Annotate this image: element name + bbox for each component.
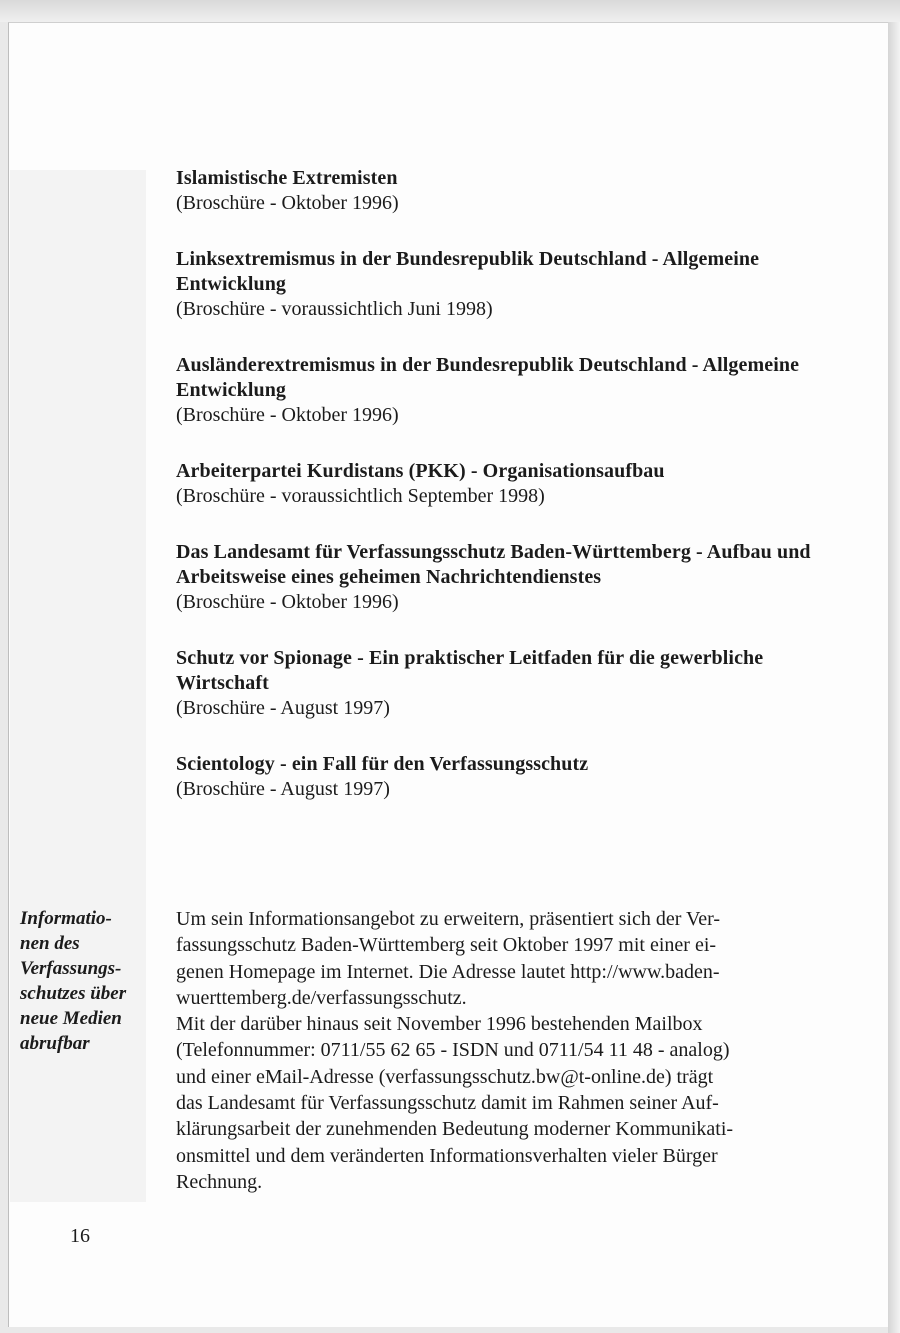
body-line: klärungsarbeit der zunehmenden Bedeutung moderner Kommunikati- [176, 1118, 734, 1141]
margin-heading-line: Verfassungs- [20, 958, 122, 979]
body-line: wuerttemberg.de/verfassungsschutz. [176, 986, 467, 1009]
body-line: und einer eMail-Adresse (verfassungsschutz.bw@t-online.de) trägt [176, 1065, 714, 1088]
publication-details: (Broschüre - Oktober 1996) [176, 404, 399, 426]
margin-heading-line: nen des [20, 933, 80, 954]
publication-list [176, 166, 836, 833]
publication-title: Ausländerextremismus in der Bundesrepublik Deutschland - Allgemeine Entwicklung [176, 354, 800, 401]
body-line: Rechnung. [176, 1170, 263, 1193]
publication-title: Schutz vor Spionage - Ein praktischer Leitfaden für die gewerbliche Wirtschaft [176, 647, 764, 694]
publication-title: Islamistische Extremisten [176, 167, 398, 189]
scan-top-edge [0, 0, 900, 22]
body-line: (Telefonnummer: 0711/55 62 65 - ISDN und 0711/54 11 48 - analog) [176, 1039, 730, 1062]
body-line: fassungsschutz Baden-Württemberg seit Oktober 1997 mit einer ei- [176, 934, 717, 957]
publication-title: Linksextremismus in der Bundesrepublik Deutschland - Allgemeine Entwicklung [176, 248, 760, 295]
publication-details: (Broschüre - voraussichtlich September 1998) [176, 485, 545, 507]
scan-right-edge [888, 22, 900, 1333]
body-line: onsmittel und dem veränderten Informationsverhalten vieler Bürger [176, 1144, 718, 1167]
body-line: das Landesamt für Verfassungsschutz damit im Rahmen seiner Auf- [176, 1092, 719, 1115]
publication-details: (Broschüre - August 1997) [176, 778, 390, 800]
publication-entry [176, 166, 836, 216]
publication-title: Arbeiterpartei Kurdistans (PKK) - Organisationsaufbau [176, 460, 665, 482]
margin-heading-line: neue Medien [20, 1008, 122, 1029]
publication-details: (Broschüre - Oktober 1996) [176, 192, 399, 214]
body-line: Mit der darüber hinaus seit November 1996 bestehenden Mailbox [176, 1013, 703, 1036]
publication-entry [176, 247, 836, 322]
margin-heading-line: Informatio- [20, 908, 112, 929]
publication-title: Das Landesamt für Verfassungsschutz Baden-Württemberg - Aufbau und Arbeitsweise eines geheimen Nachrichtendienstes [176, 541, 811, 588]
publication-details: (Broschüre - Oktober 1996) [176, 591, 399, 613]
page-number: 16 [70, 1225, 90, 1247]
body-line: genen Homepage im Internet. Die Adresse lautet http://www.baden- [176, 960, 720, 983]
publication-details: (Broschüre - August 1997) [176, 697, 390, 719]
publication-entry [176, 646, 836, 721]
margin-heading-line: abrufbar [20, 1033, 90, 1054]
publication-entry [176, 353, 836, 428]
margin-heading-line: schutzes über [20, 983, 127, 1004]
body-line: Um sein Informationsangebot zu erweitern, präsentiert sich der Ver- [176, 908, 721, 930]
publication-entry [176, 752, 836, 802]
publication-title: Scientology - ein Fall für den Verfassungsschutz [176, 753, 589, 775]
margin-heading [20, 906, 160, 1056]
publication-entry [176, 459, 836, 509]
body-paragraph [176, 906, 798, 1195]
publication-details: (Broschüre - voraussichtlich Juni 1998) [176, 298, 493, 320]
publication-entry [176, 540, 836, 615]
